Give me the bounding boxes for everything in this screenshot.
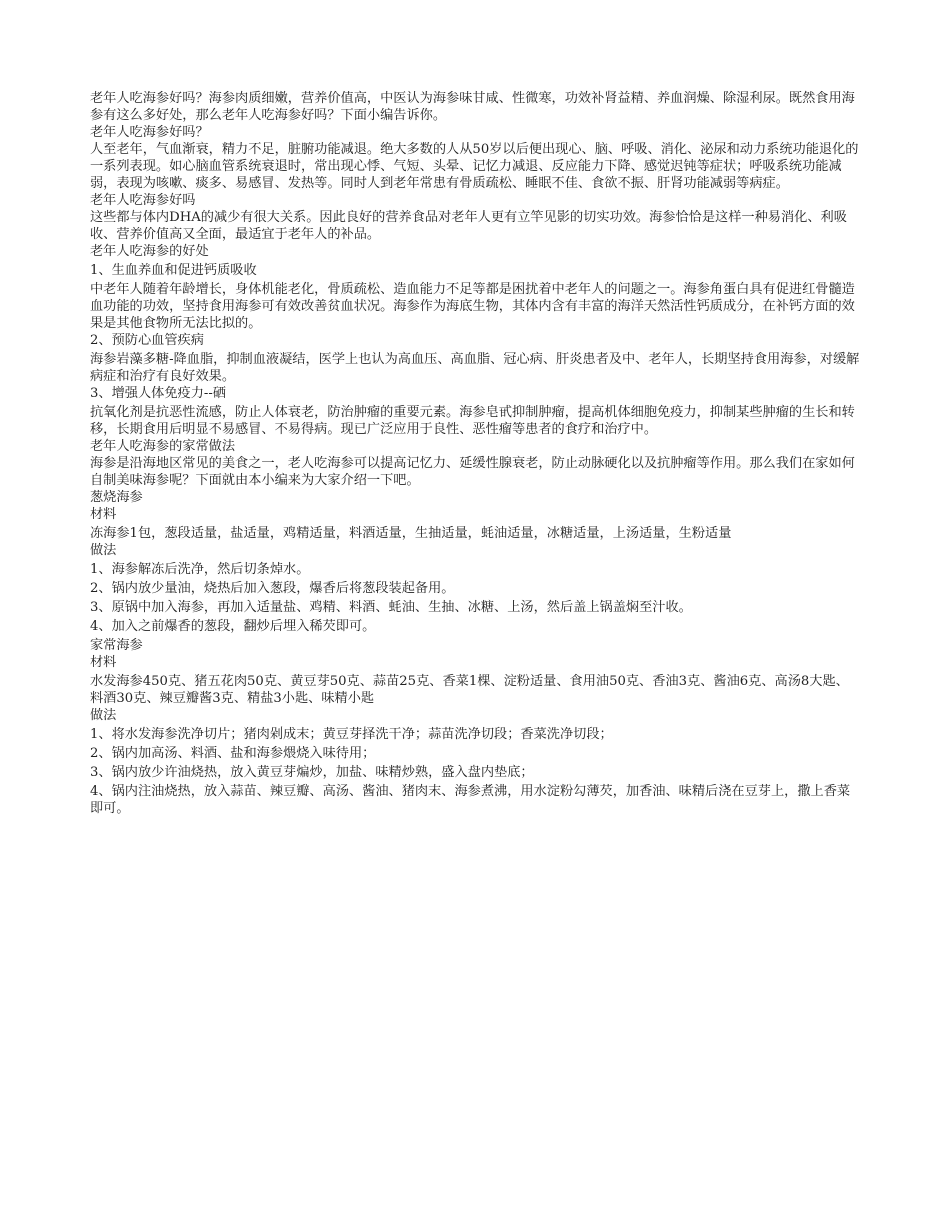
benefit-2-text: 海参岩藻多糖-降血脂，抑制血液凝结，医学上也认为高血压、高血脂、冠心病、肝炎患者及中、老年人，长期坚持食用海参，对缓解病症和治疗有良好效果。 — [90, 352, 860, 384]
heading-benefits: 老年人吃海参的好处 — [90, 244, 209, 259]
recipe-2-step-3: 3、锅内放少许油烧热，放入黄豆芽煸炒，加盐、味精炒熟，盛入盘内垫底； — [90, 765, 534, 780]
recipe-1-step-2: 2、锅内放少量油，烧热后加入葱段，爆香后将葱段装起备用。 — [90, 581, 455, 596]
recipe-1-title: 葱烧海参 — [90, 490, 143, 505]
recipe-1-materials: 冻海参1包，葱段适量，盐适量，鸡精适量，料酒适量，生抽适量，蚝油适量，冰糖适量，上汤适量，生粉适量 — [90, 526, 732, 541]
benefit-3-text: 抗氧化剂是抗恶性流感，防止人体衰老，防治肿瘤的重要元素。海参皂甙抑制肿瘤，提高机体细胞免疫力，抑制某些肿瘤的生长和转移，长期食用后明显不易感冒、不易得病。现已广泛应用于良性、恶性瘤等患者的食疗和治疗中。 — [90, 405, 855, 437]
aging-paragraph: 人至老年，气血渐衰，精力不足，脏腑功能减退。绝大多数的人从50岁以后便出现心、脑、呼吸、消化、泌尿和动力系统功能退化的一系列表现。如心脑血管系统衰退时，常出现心悸、气短、头晕、记忆力减退、反应能力下降、感觉迟钝等症状；呼吸系统功能减弱，表现为咳嗽、痰多、易感冒、发热等。同时人到老年常患有骨质疏松、睡眠不佳、食欲不振、肝肾功能减弱等病症。 — [90, 142, 859, 191]
recipe-1-materials-label: 材料 — [90, 507, 117, 522]
article-body — [90, 90, 862, 817]
recipe-1-step-4: 4、加入之前爆香的葱段，翻炒后埋入稀芡即可。 — [90, 619, 376, 634]
benefit-3-title: 3、增强人体免疫力--硒 — [90, 386, 226, 401]
recipe-1-steps-label: 做法 — [90, 543, 117, 558]
recipe-2-step-2: 2、锅内加高汤、料酒、盐和海参煨烧入味待用； — [90, 746, 376, 761]
heading-home-recipes: 老年人吃海参的家常做法 — [90, 439, 236, 454]
recipe-2-title: 家常海参 — [90, 638, 143, 653]
recipe-1-step-1: 1、海参解冻后洗净，然后切条焯水。 — [90, 562, 310, 577]
recipe-2-materials-label: 材料 — [90, 655, 117, 670]
benefit-1-text: 中老年人随着年龄增长，身体机能老化，骨质疏松、造血能力不足等都是困扰着中老年人的问题之一。海参角蛋白具有促进红骨髓造血功能的功效，坚持食用海参可有效改善贫血状况。海参作为海底生物，其体内含有丰富的海洋天然活性钙质成分，在补钙方面的效果是其他食物所无法比拟的。 — [90, 282, 855, 331]
benefit-1-title: 1、生血养血和促进钙质吸收 — [90, 263, 257, 278]
recipe-2-steps-label: 做法 — [90, 708, 117, 723]
recipe-2-step-4: 4、锅内注油烧热，放入蒜苗、辣豆瓣、高汤、酱油、猪肉末、海参煮沸，用水淀粉勾薄芡，加香油、味精后浇在豆芽上，撒上香菜即可。 — [90, 784, 851, 816]
recipes-intro: 海参是沿海地区常见的美食之一，老人吃海参可以提高记忆力、延缓性腺衰老，防止动脉硬化以及抗肿瘤等作用。那么我们在家如何自制美味海参呢？下面就由本小编来为大家介绍一下吧。 — [90, 456, 855, 488]
benefit-2-title: 2、预防心血管疾病 — [90, 333, 204, 348]
heading-is-it-good-2: 老年人吃海参好吗 — [90, 193, 196, 208]
recipe-1-step-3: 3、原锅中加入海参，再加入适量盐、鸡精、料酒、蚝油、生抽、冰糖、上汤，然后盖上锅盖焖至汁收。 — [90, 600, 692, 615]
intro-paragraph: 老年人吃海参好吗？海参肉质细嫩，营养价值高，中医认为海参味甘咸、性微寒，功效补肾益精、养血润燥、除湿利尿。既然食用海参有这么多好处，那么老年人吃海参好吗？下面小编告诉你。 — [90, 91, 855, 123]
heading-is-it-good: 老年人吃海参好吗？ — [90, 125, 209, 140]
dha-paragraph: 这些都与体内DHA的减少有很大关系。因此良好的营养食品对老年人更有立竿见影的切实功效。海参恰恰是这样一种易消化、利吸收、营养价值高又全面，最适宜于老年人的补品。 — [90, 210, 847, 242]
recipe-2-materials: 水发海参450克、猪五花肉50克、黄豆芽50克、蒜苗25克、香菜1棵、淀粉适量、食用油50克、香油3克、酱油6克、高汤8大匙、料酒30克、辣豆瓣酱3克、精盐3小匙、味精小匙 — [90, 674, 849, 706]
recipe-2-step-1: 1、将水发海参洗净切片；猪肉剁成末；黄豆芽择洗干净；蒜苗洗净切段；香菜洗净切段； — [90, 727, 613, 742]
